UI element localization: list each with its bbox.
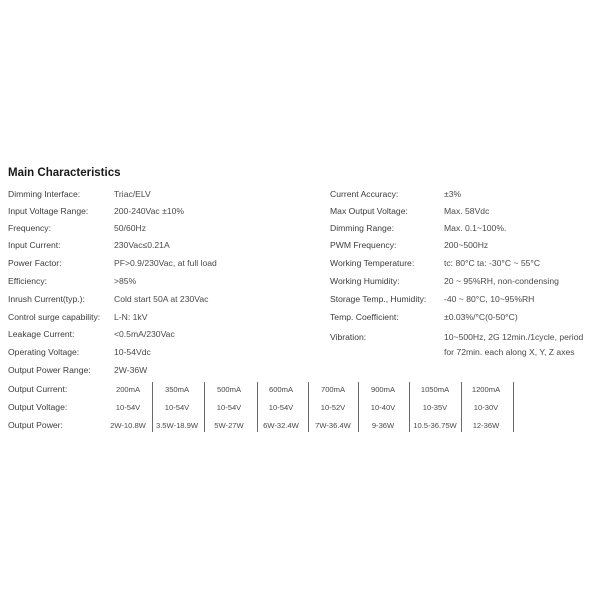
spec-value: for 72min. each along X, Y, Z axes (444, 347, 575, 357)
table-cell: 10-54V (216, 403, 242, 412)
spec-value: tc: 80°C ta: -30°C ~ 55°C (444, 258, 541, 268)
spec-label: Inrush Current(typ.): (8, 294, 85, 304)
spec-label: Working Temperature: (330, 258, 415, 268)
spec-label: Temp. Coefficient: (330, 312, 399, 322)
spec-label: Operating Voltage: (8, 347, 80, 357)
spec-value: >85% (114, 276, 137, 286)
table-divider (204, 382, 205, 432)
table-cell: 700mA (320, 385, 346, 394)
table-cell: 10-40V (370, 403, 396, 412)
table-cell: 3.5W-18.9W (155, 421, 199, 430)
spec-label: Dimming Interface: (8, 189, 81, 199)
table-row-label: Output Power: (8, 420, 63, 430)
table-cell: 9-36W (371, 421, 395, 430)
spec-label: Input Voltage Range: (8, 206, 89, 216)
spec-label: Frequency: (8, 223, 51, 233)
table-cell: 10-52V (320, 403, 346, 412)
spec-value: 230Vac≤0.21A (114, 240, 170, 250)
spec-label: Current Accuracy: (330, 189, 399, 199)
table-cell: 10-54V (164, 403, 190, 412)
table-divider (409, 382, 410, 432)
table-cell: 10-35V (422, 403, 448, 412)
spec-label: Input Current: (8, 240, 61, 250)
spec-label: Control surge capability: (8, 312, 101, 322)
page-title: Main Characteristics (8, 167, 121, 179)
table-cell: 6W-32.4W (263, 421, 299, 430)
table-cell: 200mA (115, 385, 141, 394)
spec-value: ±0.03%/°C(0-50°C) (444, 312, 518, 322)
spec-value: PF>0.9/230Vac, at full load (114, 258, 217, 268)
table-cell: 350mA (164, 385, 190, 394)
spec-value: 10-54Vdc (114, 347, 151, 357)
spec-label: Storage Temp., Humidity: (330, 294, 427, 304)
spec-value: ±3% (444, 189, 462, 199)
table-cell: 10-54V (268, 403, 294, 412)
table-divider (308, 382, 309, 432)
spec-label: Dimming Range: (330, 223, 394, 233)
spec-value: -40 ~ 80°C, 10~95%RH (444, 294, 535, 304)
table-cell: 10-54V (115, 403, 141, 412)
table-cell: 10-30V (473, 403, 499, 412)
spec-value: 200-240Vac ±10% (114, 206, 185, 216)
spec-label: Max Output Voltage: (330, 206, 408, 216)
table-cell: 10.5-36.75W (413, 421, 457, 430)
table-cell: 5W-27W (214, 421, 244, 430)
spec-value: 200~500Hz (444, 240, 489, 250)
spec-value: L-N: 1kV (114, 312, 148, 322)
spec-label: Output Power Range: (8, 365, 91, 375)
spec-label: Vibration: (330, 332, 367, 342)
table-divider (358, 382, 359, 432)
table-row-label: Output Current: (8, 384, 68, 394)
table-divider (461, 382, 462, 432)
table-row-label: Output Voltage: (8, 402, 68, 412)
spec-value: 10~500Hz, 2G 12min./1cycle, period (444, 332, 584, 342)
spec-label: Working Humidity: (330, 276, 400, 286)
spec-value: Triac/ELV (114, 189, 151, 199)
table-divider (513, 382, 514, 432)
spec-value: 50/60Hz (114, 223, 147, 233)
spec-value: Max. 58Vdc (444, 206, 490, 216)
table-divider (257, 382, 258, 432)
table-cell: 900mA (370, 385, 396, 394)
table-cell: 1050mA (420, 385, 450, 394)
spec-value: 2W-36W (114, 365, 148, 375)
spec-label: Power Factor: (8, 258, 62, 268)
spec-value: <0.5mA/230Vac (114, 329, 175, 339)
spec-label: PWM Frequency: (330, 240, 397, 250)
table-cell: 600mA (268, 385, 294, 394)
table-cell: 1200mA (471, 385, 501, 394)
table-divider (152, 382, 153, 432)
table-cell: 2W-10.8W (110, 421, 146, 430)
table-cell: 12-36W (472, 421, 500, 430)
spec-value: Max. 0.1~100%. (444, 223, 507, 233)
spec-value: Cold start 50A at 230Vac (114, 294, 209, 304)
spec-value: 20 ~ 95%RH, non-condensing (444, 276, 559, 286)
table-cell: 500mA (216, 385, 242, 394)
spec-label: Leakage Current: (8, 329, 75, 339)
table-cell: 7W-36.4W (315, 421, 351, 430)
spec-label: Efficiency: (8, 276, 48, 286)
